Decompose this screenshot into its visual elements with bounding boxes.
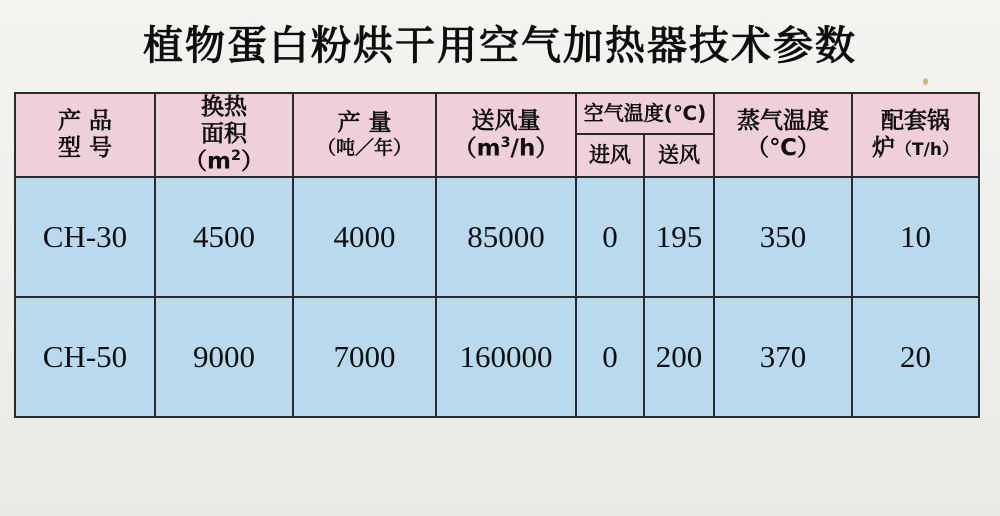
header-boiler bbox=[852, 93, 979, 177]
header-steam-temp-line2: （℃） bbox=[746, 135, 820, 162]
paper-blemish bbox=[923, 78, 928, 85]
cell-model: CH-50 bbox=[15, 297, 155, 417]
header-heat-area-unit bbox=[156, 148, 292, 176]
header-air-temp-out: 送风 bbox=[644, 134, 714, 177]
cell-air-temp-out: 200 bbox=[644, 297, 714, 417]
header-heat-area-unit-open: （m bbox=[184, 148, 232, 175]
header-heat-area-line1: 换热 bbox=[201, 94, 247, 120]
header-air-volume-unit-open: （m bbox=[453, 135, 501, 162]
parameters-table-container bbox=[14, 92, 978, 418]
header-steam-temp-line1: 蒸气温度 bbox=[737, 107, 829, 134]
header-boiler-char: 炉 bbox=[872, 135, 896, 162]
header-air-volume-sup: 3 bbox=[500, 134, 511, 151]
header-output-line1: 产 量 bbox=[337, 110, 392, 137]
header-air-volume-unit-close: /h） bbox=[510, 135, 559, 162]
header-air-temp-group: 空气温度(℃) bbox=[576, 93, 714, 134]
cell-air-volume: 160000 bbox=[436, 297, 576, 417]
header-heat-area-line2: 面积 bbox=[201, 121, 247, 148]
header-boiler-unit: （T/h） bbox=[895, 140, 959, 161]
header-heat-area-unit-close: ） bbox=[240, 148, 264, 175]
cell-steam-temp: 370 bbox=[714, 297, 852, 417]
header-model-line2: 型 号 bbox=[57, 135, 112, 162]
cell-model: CH-30 bbox=[15, 177, 155, 297]
cell-boiler: 20 bbox=[852, 297, 979, 417]
header-boiler-line1: 配套锅 bbox=[881, 107, 950, 134]
header-heat-area-sup: 2 bbox=[231, 148, 241, 165]
header-boiler-line2 bbox=[853, 135, 978, 162]
header-output-line2: （吨／年） bbox=[316, 137, 412, 160]
table-row bbox=[15, 177, 979, 297]
header-steam-temp bbox=[714, 93, 852, 177]
header-air-volume-line1: 送风量 bbox=[471, 107, 541, 134]
cell-air-temp-out: 195 bbox=[644, 177, 714, 297]
table-header-row bbox=[15, 93, 979, 134]
header-heat-area bbox=[155, 93, 293, 177]
cell-air-volume: 85000 bbox=[436, 177, 576, 297]
cell-output: 7000 bbox=[293, 297, 436, 417]
header-air-volume bbox=[436, 93, 576, 177]
cell-air-temp-in: 0 bbox=[576, 177, 644, 297]
header-output bbox=[293, 93, 436, 177]
table-row bbox=[15, 297, 979, 417]
cell-air-temp-in: 0 bbox=[576, 297, 644, 417]
page-title: 植物蛋白粉烘干用空气加热器技术参数 bbox=[143, 23, 857, 69]
header-air-volume-unit bbox=[437, 135, 575, 163]
cell-boiler: 10 bbox=[852, 177, 979, 297]
header-air-temp-in: 进风 bbox=[576, 134, 644, 177]
cell-heat-area: 9000 bbox=[155, 297, 293, 417]
header-model-line1: 产 品 bbox=[57, 107, 112, 134]
header-model bbox=[15, 93, 155, 177]
cell-steam-temp: 350 bbox=[714, 177, 852, 297]
parameters-table bbox=[14, 92, 980, 418]
cell-output: 4000 bbox=[293, 177, 436, 297]
cell-heat-area: 4500 bbox=[155, 177, 293, 297]
